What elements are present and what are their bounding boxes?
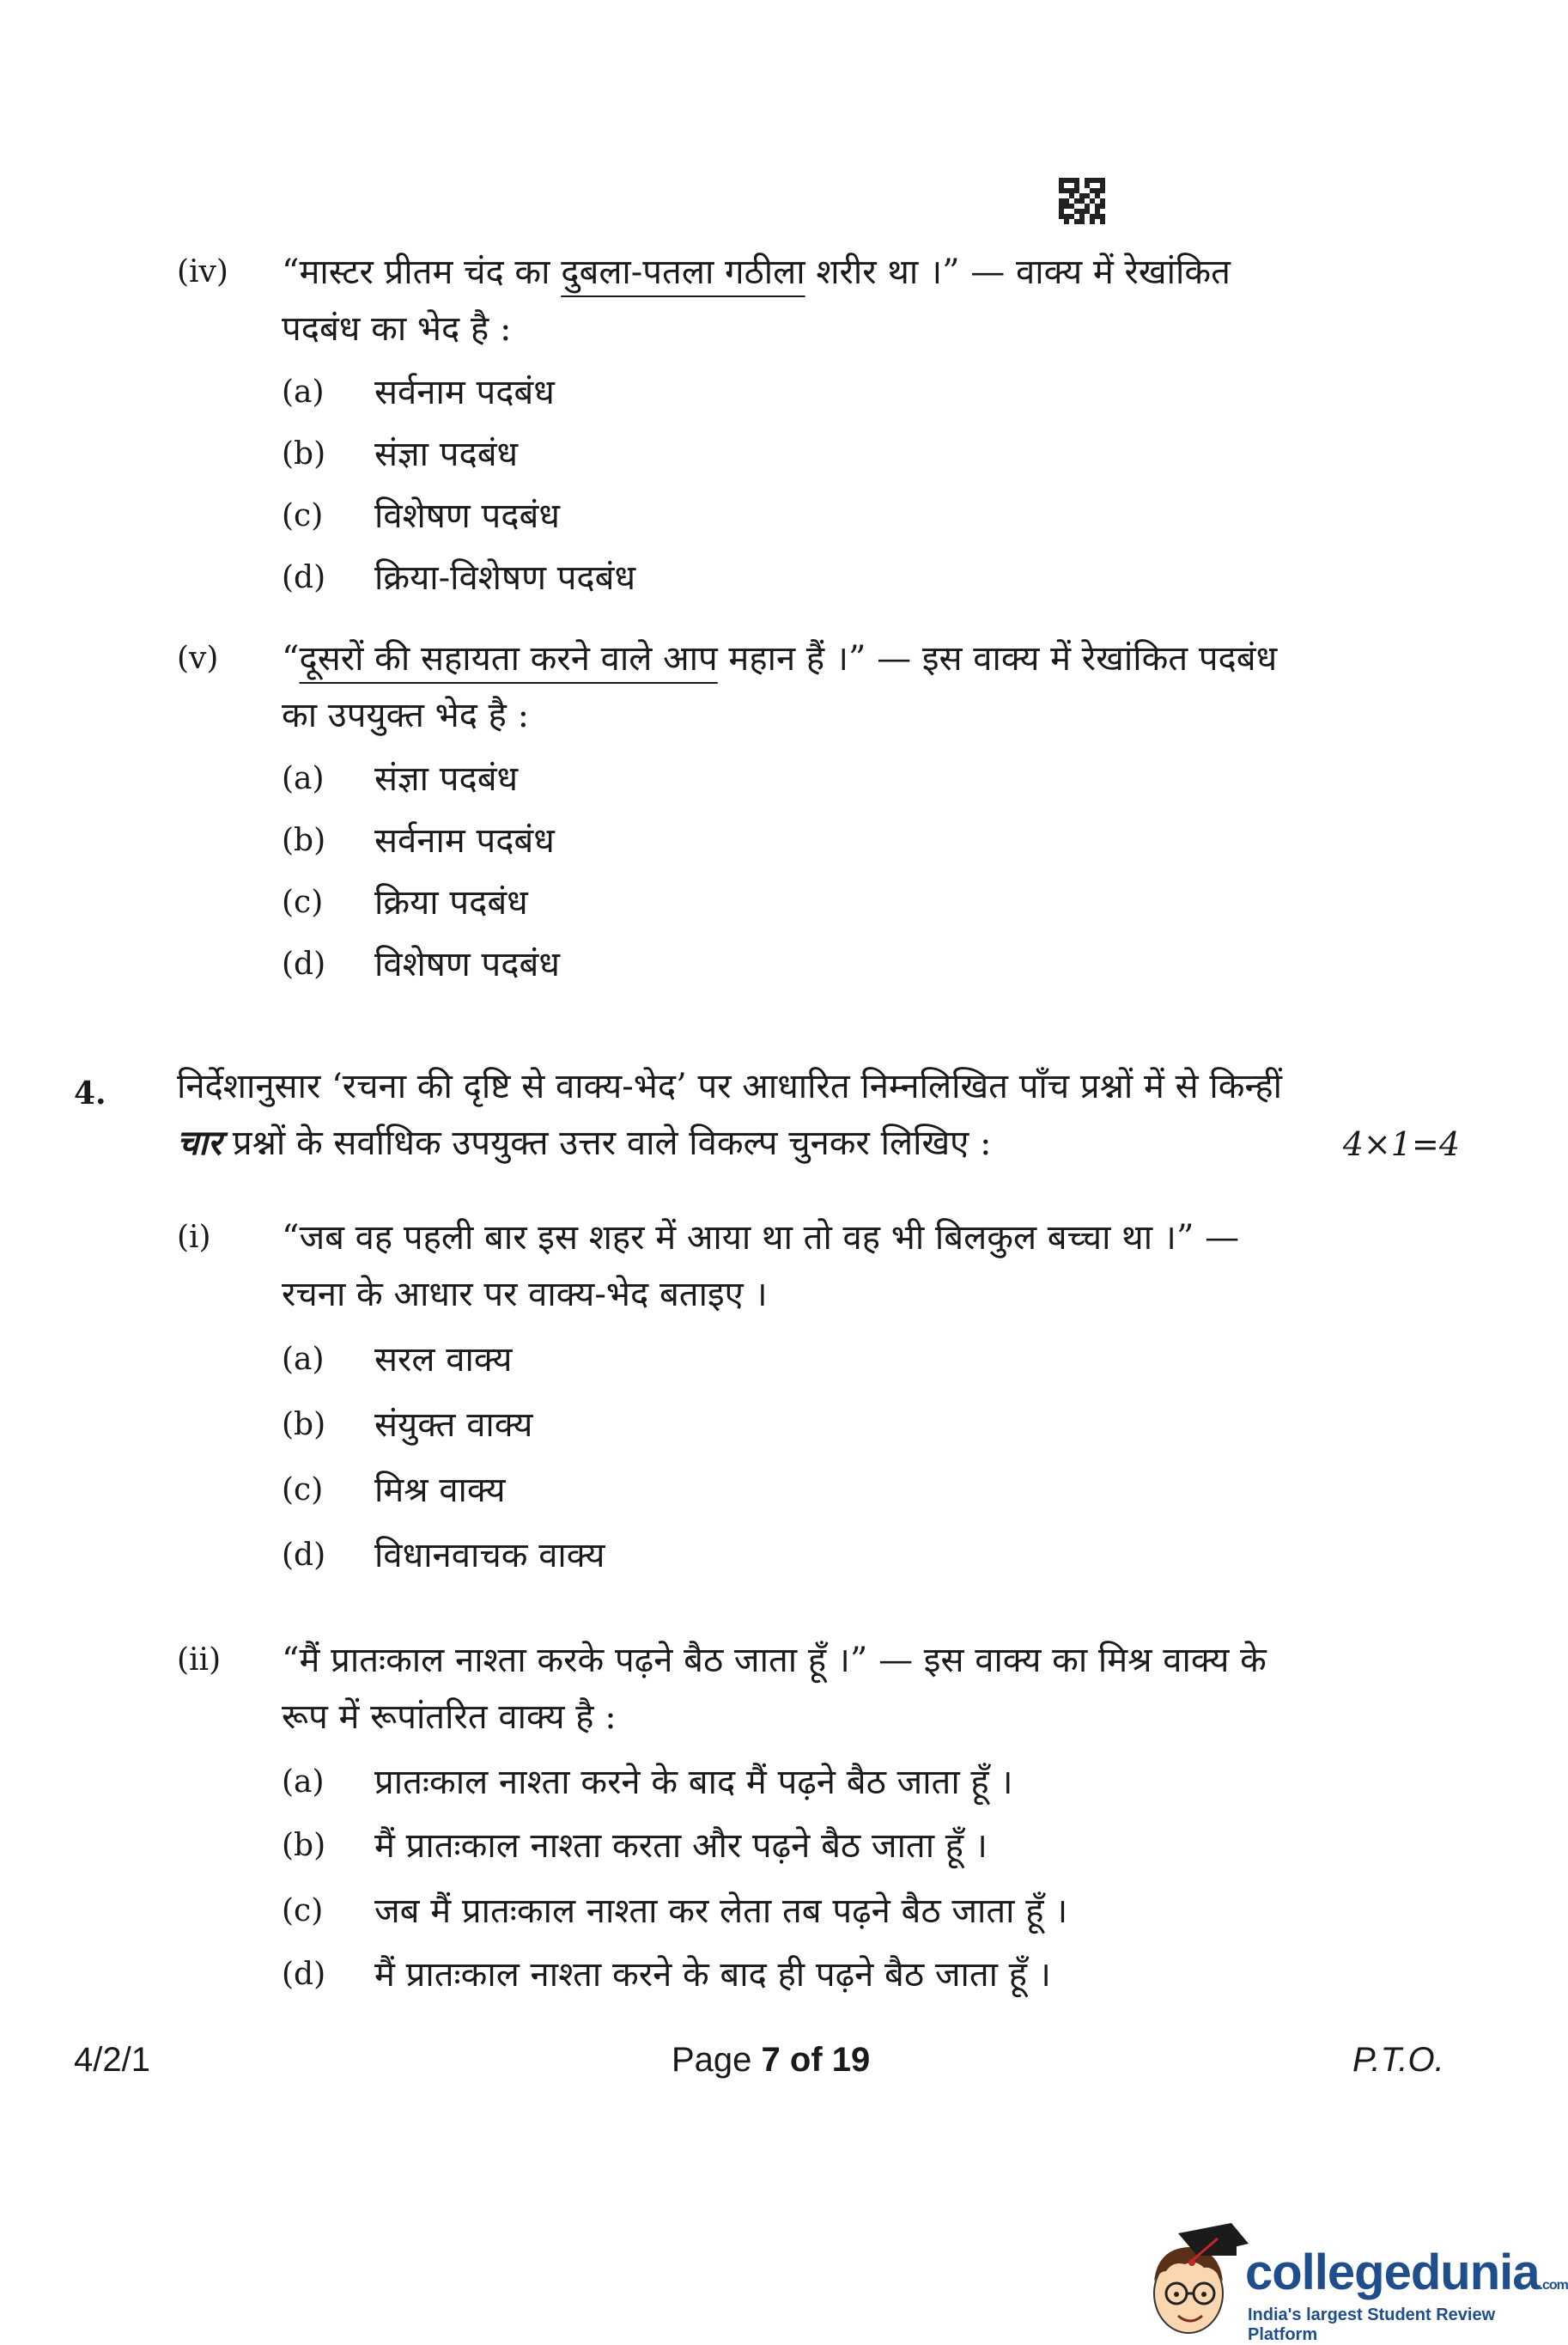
page-number: Page 7 of 19 [672,2041,871,2079]
option-label: (b) [282,1407,326,1442]
option-label: (a) [282,1764,325,1800]
option-text: सर्वनाम पदबंध [374,373,555,412]
emphasis-word: चार [177,1123,222,1163]
question-instruction-line2: चार प्रश्नों के सर्वाधिक उपयुक्त उत्तर वाले विकल्प चुनकर लिखिए : [177,1123,992,1163]
option-label: (b) [282,436,326,472]
qr-code [1059,178,1105,224]
option-label: (d) [282,1957,326,1992]
option-text: मैं प्रातःकाल नाश्ता करता और पढ़ने बैठ जाता हूँ । [374,1826,988,1866]
option-label: (c) [282,1472,324,1508]
option-label: (d) [282,560,326,595]
option-text: मिश्र वाक्य [374,1471,506,1510]
brand-tagline: India's largest Student Review Platform [1248,2305,1496,2344]
option-label: (d) [282,947,326,982]
option-text: विशेषण पदबंध [374,945,560,984]
option-label: (a) [282,375,325,410]
question-number: (iv) [177,254,228,289]
option-text: क्रिया-विशेषण पदबंध [374,558,636,598]
option-label: (a) [282,1342,325,1377]
option-text: सर्वनाम पदबंध [374,821,555,861]
option-text: प्रातःकाल नाश्ता करने के बाद मैं पढ़ने बैठ जाता हूँ । [374,1763,1013,1802]
question-stem-line2: रूप में रूपांतरित वाक्य है : [282,1697,617,1737]
option-text: संयुक्त वाक्य [374,1405,533,1445]
question-stem: “जब वह पहली बार इस शहर में आया था तो वह भी बिलकुल बच्चा था ।” — [282,1218,1240,1258]
option-label: (c) [282,885,324,920]
option-label: (d) [282,1538,326,1573]
underlined-phrase: दूसरों की सहायता करने वाले आप [299,639,718,679]
question-instruction: निर्देशानुसार ‘रचना की दृष्टि से वाक्य-भेद’ पर आधारित निम्नलिखित पाँच प्रश्नों में से किन्हीं [177,1067,1283,1106]
question-stem-line2: पदबंध का भेद है : [282,309,512,349]
question-stem: “दूसरों की सहायता करने वाले आप महान हैं ।” — इस वाक्य में रेखांकित पदबंध [282,639,1278,679]
question-stem-line2: का उपयुक्त भेद है : [282,696,530,735]
paper-code: 4/2/1 [74,2041,150,2079]
option-label: (c) [282,1893,324,1928]
option-label: (c) [282,498,324,533]
option-label: (b) [282,823,326,858]
question-stem: “मैं प्रातःकाल नाश्ता करके पढ़ने बैठ जाता हूँ ।” — इस वाक्य का मिश्र वाक्य के [282,1641,1267,1680]
option-text: जब मैं प्रातःकाल नाश्ता कर लेता तब पढ़ने बैठ जाता हूँ । [374,1891,1068,1931]
question-number: (v) [177,641,219,676]
underlined-phrase: दुबला-पतला गठीला [561,253,805,292]
question-number: (ii) [177,1642,222,1678]
question-number: (i) [177,1220,211,1255]
option-text: विशेषण पदबंध [374,496,560,536]
marks-allotted: 4×1=4 [1342,1125,1460,1163]
option-label: (a) [282,761,325,796]
option-label: (b) [282,1828,326,1863]
option-text: सरल वाक्य [374,1340,513,1380]
option-text: संज्ञा पदबंध [374,759,519,799]
mascot-icon [1135,2214,1255,2342]
question-stem-line2: रचना के आधार पर वाक्य-भेद बताइए । [282,1275,768,1314]
option-text: क्रिया पदबंध [374,883,528,923]
question-stem: “मास्टर प्रीतम चंद का दुबला-पतला गठीला शरीर था ।” — वाक्य में रेखांकित [282,253,1231,292]
option-text: मैं प्रातःकाल नाश्ता करने के बाद ही पढ़ने बैठ जाता हूँ । [374,1955,1051,1995]
question-number: 4. [74,1075,106,1112]
brand-name: collegedunia.com [1245,2244,1568,2300]
option-text: संज्ञा पदबंध [374,435,519,474]
option-text: विधानवाचक वाक्य [374,1536,605,1575]
pto-label: P.T.O. [1352,2041,1444,2079]
